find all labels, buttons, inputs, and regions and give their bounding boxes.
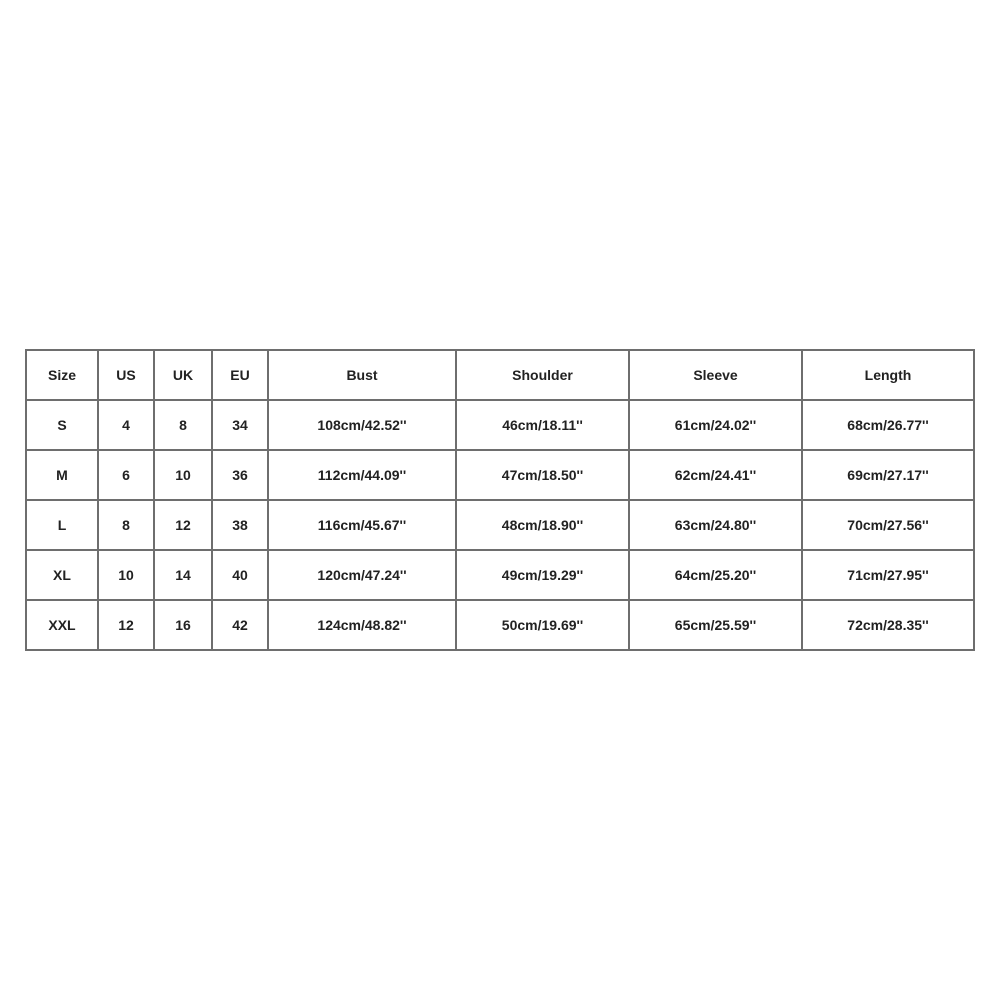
table-row (27, 501, 975, 551)
cell-us: 10 (99, 551, 155, 601)
cell-uk: 14 (155, 551, 213, 601)
cell-eu: 42 (213, 601, 269, 651)
cell-shoulder: 46cm/18.11'' (457, 401, 630, 451)
cell-bust: 108cm/42.52'' (269, 401, 457, 451)
cell-size: S (27, 401, 99, 451)
cell-uk: 12 (155, 501, 213, 551)
header-eu: EU (213, 351, 269, 401)
header-us: US (99, 351, 155, 401)
size-chart-table (25, 349, 975, 651)
cell-shoulder: 48cm/18.90'' (457, 501, 630, 551)
table-row (27, 401, 975, 451)
cell-us: 4 (99, 401, 155, 451)
cell-sleeve: 61cm/24.02'' (630, 401, 803, 451)
cell-length: 72cm/28.35'' (803, 601, 975, 651)
cell-uk: 10 (155, 451, 213, 501)
cell-eu: 34 (213, 401, 269, 451)
header-row (27, 351, 975, 401)
cell-shoulder: 47cm/18.50'' (457, 451, 630, 501)
cell-sleeve: 63cm/24.80'' (630, 501, 803, 551)
cell-length: 71cm/27.95'' (803, 551, 975, 601)
cell-length: 70cm/27.56'' (803, 501, 975, 551)
header-uk: UK (155, 351, 213, 401)
cell-eu: 40 (213, 551, 269, 601)
header-length: Length (803, 351, 975, 401)
header-bust: Bust (269, 351, 457, 401)
cell-bust: 116cm/45.67'' (269, 501, 457, 551)
table-row (27, 451, 975, 501)
table-row (27, 551, 975, 601)
header-shoulder: Shoulder (457, 351, 630, 401)
cell-eu: 38 (213, 501, 269, 551)
header-size: Size (27, 351, 99, 401)
cell-size: M (27, 451, 99, 501)
cell-uk: 8 (155, 401, 213, 451)
cell-size: L (27, 501, 99, 551)
cell-shoulder: 49cm/19.29'' (457, 551, 630, 601)
cell-size: XL (27, 551, 99, 601)
cell-us: 8 (99, 501, 155, 551)
cell-size: XXL (27, 601, 99, 651)
cell-sleeve: 62cm/24.41'' (630, 451, 803, 501)
cell-eu: 36 (213, 451, 269, 501)
cell-length: 69cm/27.17'' (803, 451, 975, 501)
cell-us: 6 (99, 451, 155, 501)
cell-sleeve: 64cm/25.20'' (630, 551, 803, 601)
table-row (27, 601, 975, 651)
cell-bust: 124cm/48.82'' (269, 601, 457, 651)
cell-length: 68cm/26.77'' (803, 401, 975, 451)
header-sleeve: Sleeve (630, 351, 803, 401)
cell-shoulder: 50cm/19.69'' (457, 601, 630, 651)
cell-bust: 112cm/44.09'' (269, 451, 457, 501)
cell-bust: 120cm/47.24'' (269, 551, 457, 601)
cell-sleeve: 65cm/25.59'' (630, 601, 803, 651)
cell-uk: 16 (155, 601, 213, 651)
cell-us: 12 (99, 601, 155, 651)
